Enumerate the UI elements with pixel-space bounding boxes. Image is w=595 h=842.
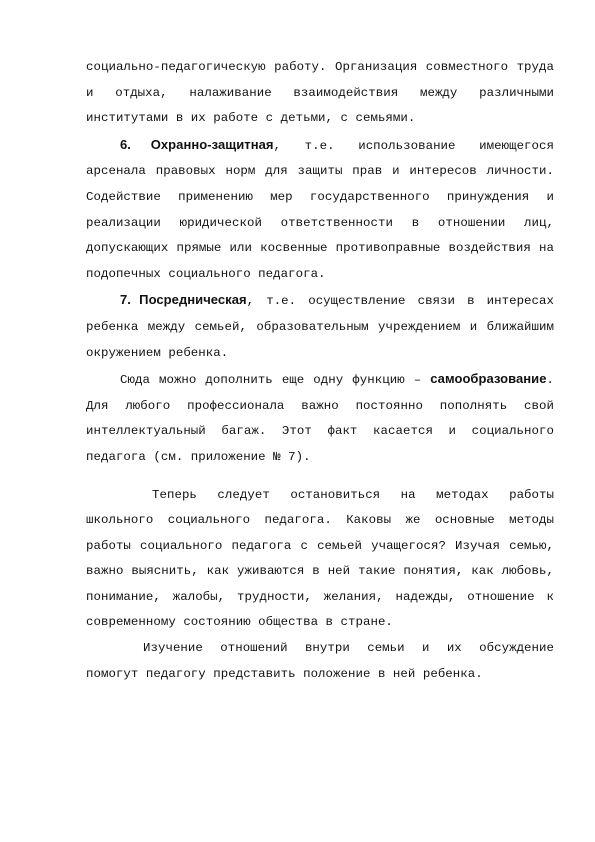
paragraph-cooperation: социально-педагогическую работу. Организация совместного труда и отдыха, налаживание взаимодействия между различными институтами в их работе с детьми, с семьями. xyxy=(86,60,554,126)
function-text-mediating: , т.е. осуществление связи в интересах ребенка между семьей, образовательным учреждением и ближайшим окружением ребенка. xyxy=(86,294,554,360)
paragraph-gap xyxy=(86,471,554,483)
self-education-text: . Для любого профессионала важно постоянно пополнять свой интеллектуальный багаж. Этот факт касается и социального педагога (см. приложение № 7). xyxy=(86,373,554,464)
function-text-protective: , т.е. использование имеющегося арсенала правовых норм для защиты прав и интересов личности. Содействие применению мер государственного принуждения и реализации юридической ответственности в отношении лиц, допускающих прямые или косвенные противоправные воздействия на подопечных социального педагога. xyxy=(86,138,554,281)
paragraph-family-relations: Изучение отношений внутри семьи и их обсуждение помогут педагогу представить положение в ней ребенка. xyxy=(86,641,554,681)
self-education-lead: Сюда можно дополнить еще одну функцию – xyxy=(120,373,431,388)
function-heading-mediating: 7. Посредническая xyxy=(120,292,247,308)
paragraph-methods: Теперь следует остановиться на методах работы школьного социального педагога. Каковы же основные методы работы социального педагога с семьей учащегося? Изучая семью, важно выяснить, как уживаются в ней такие понятия, как любовь, понимание, жалобы, трудности, желания, надежды, отношение к современному состоянию общества в стране. xyxy=(86,487,554,630)
paragraph-mediating-function xyxy=(86,287,554,366)
paragraph-protective-function xyxy=(86,132,554,288)
paragraph-self-education xyxy=(86,366,554,470)
function-heading-self-education: самообразование xyxy=(430,371,547,387)
function-heading-protective: 6. Охранно-защитная xyxy=(120,136,274,152)
body-text xyxy=(86,55,554,687)
